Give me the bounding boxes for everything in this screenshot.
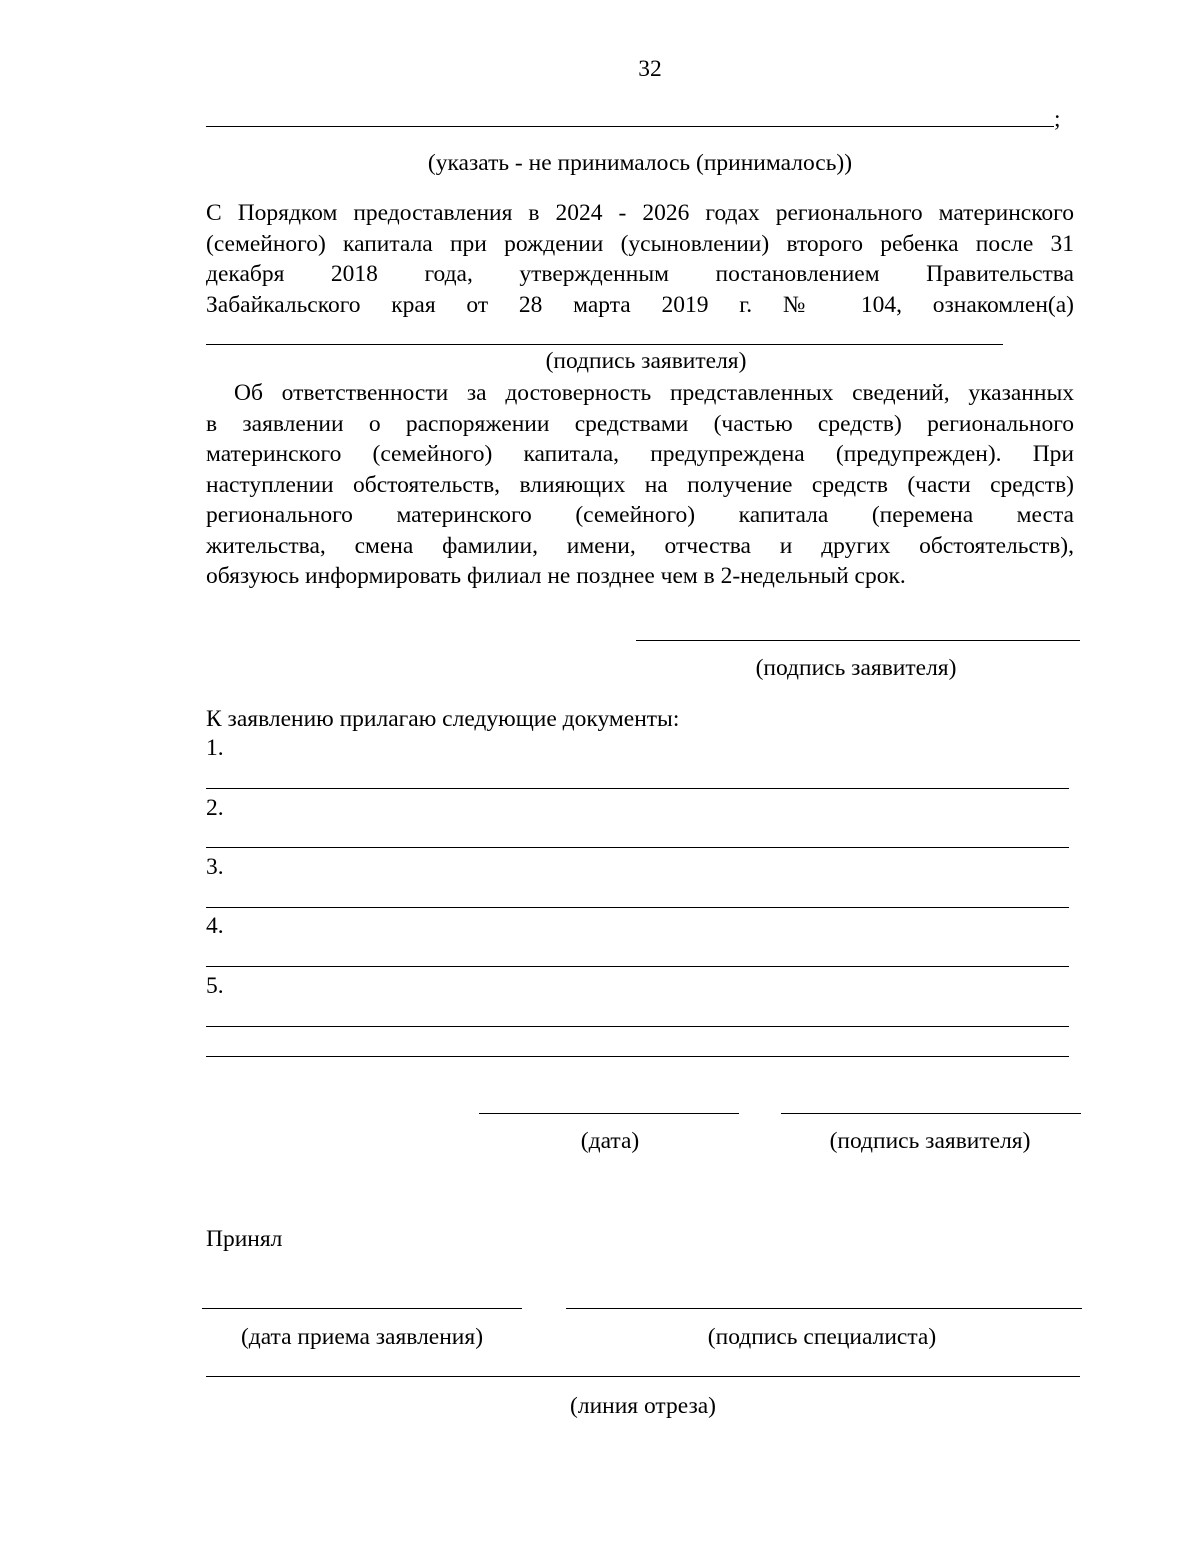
- responsibility-line: регионального материнского (семейного) капитала (перемена места: [206, 502, 1074, 528]
- blank-line-status: [206, 126, 1054, 127]
- attachment-number: 4.: [206, 913, 224, 939]
- attachment-line: [206, 907, 1069, 908]
- responsibility-line: материнского (семейного) капитала, предупреждена (предупрежден). При: [206, 441, 1074, 467]
- responsibility-line: жительства, смена фамилии, имени, отчества и других обстоятельств),: [206, 532, 1074, 559]
- procedure-line: декабря 2018 года, утвержденным постановлением Правительства: [206, 261, 1074, 287]
- accepted-label: Принял: [206, 1226, 283, 1252]
- attachments-heading: К заявлению прилагаю следующие документы:: [206, 706, 680, 732]
- specialist-signature-line: [566, 1308, 1082, 1309]
- attachment-number: 2.: [206, 795, 224, 821]
- status-caption: (указать - не принималось (принималось)): [427, 150, 853, 176]
- attachment-line: [206, 847, 1069, 848]
- responsibility-paragraph: [206, 378, 1074, 592]
- attachment-line: [206, 1026, 1069, 1027]
- responsibility-line: в заявлении о распоряжении средствами (частью средств) регионального: [206, 410, 1074, 437]
- responsibility-line: Об ответственности за достоверность представленных сведений, указанных: [234, 380, 1074, 406]
- specialist-signature-caption: (подпись специалиста): [707, 1324, 937, 1350]
- semicolon: ;: [1054, 106, 1061, 132]
- cut-line-caption: (линия отреза): [570, 1393, 716, 1419]
- acceptance-date-line: [202, 1308, 522, 1309]
- signature-caption-bottom: (подпись заявителя): [829, 1128, 1031, 1154]
- date-caption: (дата): [580, 1128, 640, 1154]
- procedure-line: С Порядком предоставления в 2024 - 2026 годах регионального материнского: [206, 200, 1074, 226]
- acceptance-date-caption: (дата приема заявления): [240, 1324, 484, 1350]
- page-number: 32: [638, 56, 662, 82]
- attachment-number: 1.: [206, 735, 224, 761]
- procedure-line: (семейного) капитала при рождении (усыновлении) второго ребенка после 31: [206, 230, 1074, 257]
- attachment-number: 3.: [206, 854, 224, 880]
- signature-line-responsibility: [636, 640, 1080, 641]
- signature-line-bottom: [781, 1113, 1081, 1114]
- signature-line-procedure: [206, 344, 1003, 345]
- responsibility-line: наступлении обстоятельств, влияющих на получение средств (части средств): [206, 471, 1074, 498]
- signature-caption-responsibility: (подпись заявителя): [755, 655, 957, 681]
- attachment-number: 5.: [206, 973, 224, 999]
- procedure-line: Забайкальского края от 28 марта 2019 г. № 104, ознакомлен(а): [206, 291, 1074, 318]
- attachment-line: [206, 788, 1069, 789]
- attachment-line: [206, 966, 1069, 967]
- responsibility-line: обязуюсь информировать филиал не позднее чем в 2-недельный срок.: [206, 563, 906, 589]
- procedure-paragraph: [206, 198, 1074, 320]
- signature-caption-procedure: (подпись заявителя): [545, 348, 747, 374]
- cut-line: [206, 1376, 1080, 1377]
- date-line: [479, 1113, 739, 1114]
- attachment-line: [206, 1056, 1069, 1057]
